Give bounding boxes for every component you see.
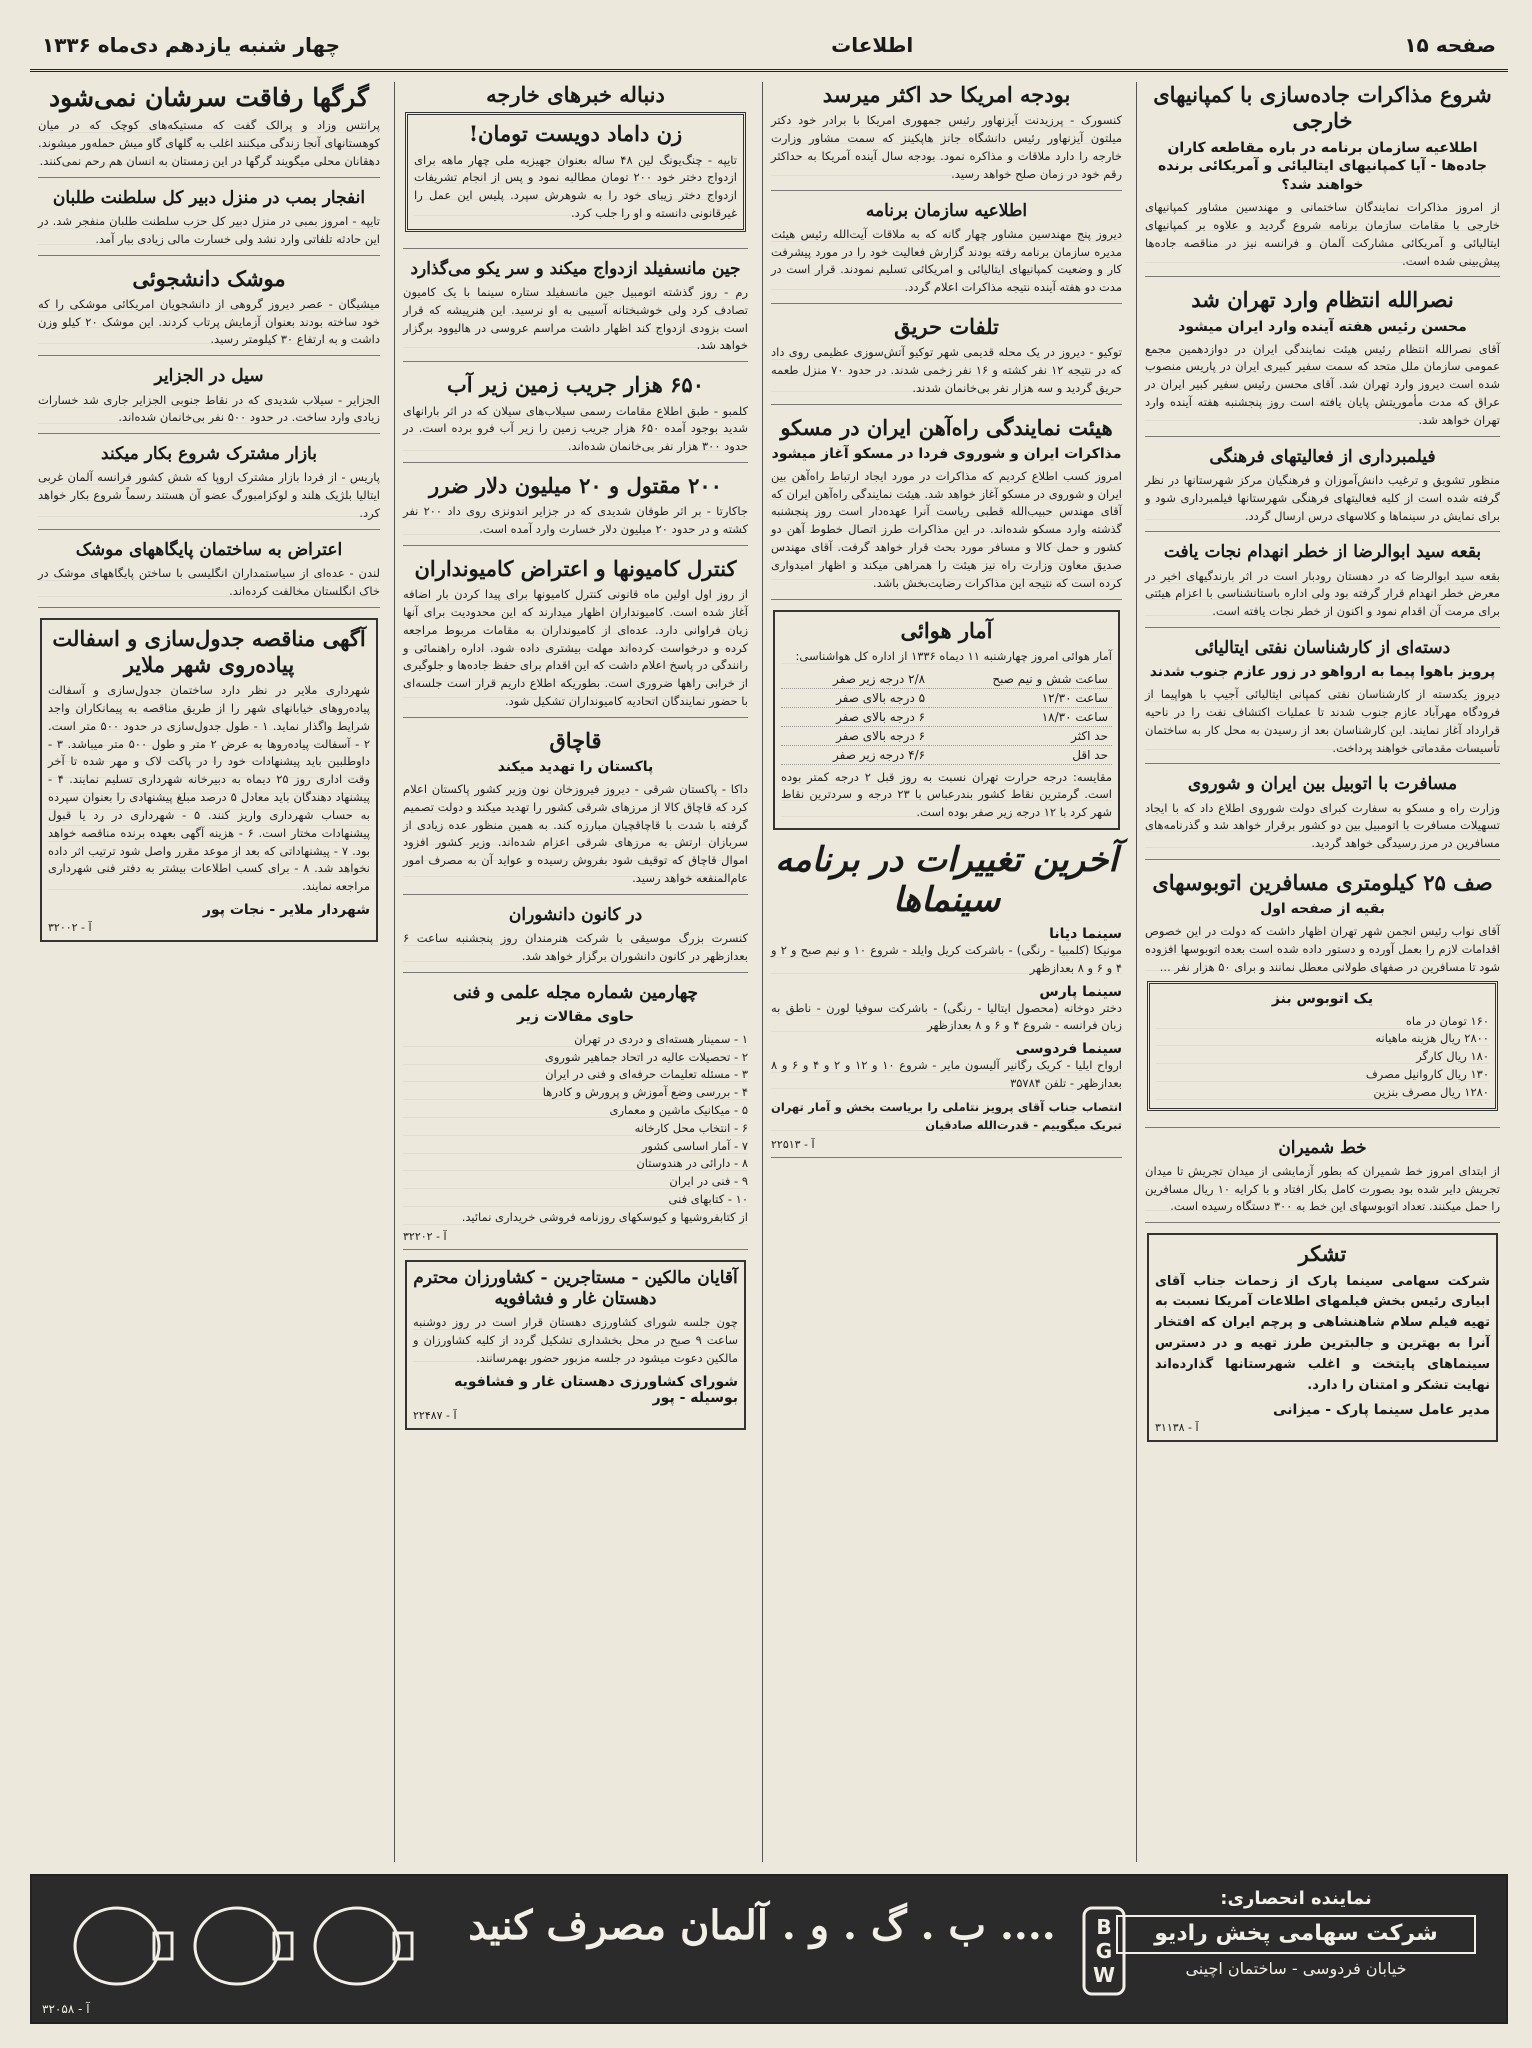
list-item: ۸ - دارائی در هندوستان: [403, 1155, 748, 1173]
article-bomb: [38, 188, 380, 256]
article-body: الجزایر - سیلاب شدیدی که در نقاط جنوبی الجزایر جاری شد خسارات زیادی وارد ساخت. در حدود ۵۰۰ نفر بی‌خانمان شده‌اند.: [38, 392, 380, 428]
headline: آخرین تغییرات در برنامه سینماها: [775, 840, 1118, 921]
table-cell: ۵ درجه بالای صفر: [781, 688, 929, 707]
article-body: جاکارتا - بر اثر طوفان شدیدی که در جزایر اندونزی روی داد ۲۰۰ نفر کشته و در حدود ۲۰ میلیون دلار خسارت وارد آمده است.: [403, 503, 748, 539]
cinema-program: دختر دوخانه (محصول ایتالیا - رنگی) - باشرکت سوفیا لورن - ناطق به زبان فرانسه - شروع ۴ و ۶ و ۸ بعدازظهر: [771, 1000, 1122, 1036]
headline: اطلاعیه سازمان برنامه: [865, 200, 1028, 221]
ad-code: آ - ۳۲۰۰۲: [48, 920, 92, 934]
ad-code: آ - ۲۲۵۱۳: [771, 1137, 815, 1151]
list-item: ۱ - سمینار هسته‌ای و دردی در تهران: [403, 1031, 748, 1049]
headline: آمار هوائی: [900, 617, 993, 643]
foreign-news-cont: [403, 82, 748, 249]
box-headline: زن داماد دویست تومان!: [468, 121, 683, 147]
article-scholars-club: [403, 905, 748, 973]
table-cell: ساعت ۱۲/۳۰: [929, 688, 1112, 707]
article-trucks: [403, 556, 748, 718]
article-oil-experts: [1145, 638, 1500, 764]
article-body: از ابتدای امروز خط شمیران که بطور آزمایشی از میدان تجریش تا میدان تجریش دایر شده بود بصورت کامل بکار افتاد و با کرایه ۱۰ ریال مسافرین را حمل میکنند. تعداد اتوبوسهای این خط به ۳۰۰ دستگاه رسیده است.: [1145, 1163, 1500, 1216]
bus-cost-box: [1147, 981, 1498, 1111]
table-row: [781, 670, 1112, 689]
headline: بازار مشترک شروع بکار میکند: [101, 444, 317, 465]
ad-code: آ - ۲۲۴۸۷: [413, 1408, 457, 1422]
column-2: [762, 82, 1130, 1862]
cinema-program: مونیکا (کلمبیا - رنگی) - باشرکت کریل وایلد - شروع ۱۰ و نیم صبح و ۲ و ۴ و ۶ و ۸ بعدازظهر: [771, 942, 1122, 978]
subheadline: حاوی مقالات زیر: [516, 1008, 635, 1025]
article-body: دیروز پنج مهندسین مشاور چهار گانه که به ملاقات آیت‌الله رئیس هیئت مدیره سازمان برنامه رفته بودند گزارش فعالیت خود را در مورد پیشرفت کار و وضعیت کمپانیهای ایتالیائی و امریکائی تسلیم نمودند. قرار است در مدت دو هفته آینده نتیجه مذاکرات اعلام گردد.: [771, 226, 1122, 297]
ad-brand-slogan: .... ب . گ . و . آلمان مصرف کنید: [468, 1902, 1056, 1949]
agent-address: خیابان فردوسی - ساختمان اچینی: [1185, 1958, 1407, 1978]
article-smuggling: [403, 728, 748, 895]
headline: گرگها رفاقت سرشان نمی‌شود: [49, 83, 369, 112]
article-body: دیروز یکدسته از کارشناسان نفتی کمپانی ایتالیائی آجیپ با هواپیما از فرودگاه مهرآباد عازم جنوب شدند تا عملیات اکتشاف نفت را در ناحیه قرارداد آغاز نمایند. این کارشناسان بعد از رسیدن به محل کار به ساختمان تأسیسات مقدماتی خواهند پرداخت.: [1145, 686, 1500, 757]
magazine-foot: از کتابفروشیها و کیوسکهای روزنامه فروشی خریداری نمائید.: [403, 1209, 748, 1227]
article-body: امروز کسب اطلاع کردیم که مذاکرات در مورد ایجاد ارتباط راه‌آهن بین ایران و شوروی در مسکو آغاز خواهد شد. هیئت نمایندگی راه‌آهن ایران که آقای مهندس حبیب‌الله قطبی ریاست آنرا عهده‌دار است روز پنجشنبه گذشته وارد مسکو شده‌اند. در این مذاکرات طرز اتصال خطوط آهن دو کشور و حمل کالا و مسافر مورد بحث قرار خواهد گرفت. آقای مهندس صدیق معاون وزارت راه نیز هیئت را همراهی میکند و اظهار امیدواری کرده است که نتیجه این مذاکرات رضایت‌بخش باشد.: [771, 468, 1122, 593]
table-cell: حد اقل: [929, 745, 1112, 764]
notice-body: چون جلسه شورای کشاورزی دهستان قرار است در روز دوشنبه ساعت ۹ صبح در محل بخشداری تشکیل گردد از کلیه کشاورزان و مالکین دعوت میشود در جلسه مزبور حضور بهمرسانند.: [413, 1314, 738, 1367]
article-body: تایپه - چنگ‌یونگ لین ۴۸ ساله بعنوان جهیزیه ملی چهار ماهه برای ازدواج دختر خود ۲۰۰ تومان مطالبه نمود و پس از انجام تشریفات ازدواج دختر زیبای خود را به شوهرش سپرد. پلیس این عمل را غیرقانونی دانسته و او را جلب کرد.: [414, 152, 737, 223]
headline: اعتراض به ساختمان پایگاههای موشک: [75, 539, 343, 560]
article-body: از امروز مذاکرات نمایندگان ساختمانی و مهندسین مشاور کمپانیهای خارجی با مقامات سازمان برنامه شروع گردید و علاوه بر کمپانیهای ایتالیائی و آمریکائی مشارکت آلمان و فرانسه نیز در مناقصه جاده‌ها پیش‌بینی شده است.: [1145, 199, 1500, 270]
article-body: پرانتس وزاد و پرالک گفت که مستیکه‌های کوچک که در میان کوهستانهای آنجا زندگی میکنند اغلب به گلهای گاو میش حمله‌ور میشوند. دهقانان محلی میگویند گرگها در این زمستان به انسان هم رحم نمی‌کنند.: [38, 117, 380, 170]
ad-agent-info: [1106, 1886, 1486, 1980]
article-us-budget: [771, 82, 1122, 191]
column-3: [394, 82, 756, 1862]
list-item: ۶ - انتخاب محل کارخانه: [403, 1120, 748, 1138]
notice-signature: شهردار ملایر - نجات پور: [202, 901, 370, 918]
bus-box-line: ۲۸۰۰ ریال هزینه ماهیانه: [1156, 1030, 1489, 1048]
cinema-name: سینما فردوسی: [1015, 1041, 1122, 1058]
article-algeria-flood: [38, 366, 380, 434]
headline: آگهی مناقصه جدول‌سازی و اسفالت پیاده‌روی شهر ملایر: [52, 625, 366, 677]
table-cell: ۶ درجه بالای صفر: [781, 707, 929, 726]
subheadline: پاکستان را تهدید میکند: [497, 759, 654, 775]
headline: جین مانسفیلد ازدواج میکند و سر یکو می‌گذارد: [410, 258, 741, 279]
column-4: [30, 82, 388, 1862]
ad-code: آ - ۳۲۲۰۲: [403, 1229, 447, 1243]
magazine-notice: [403, 983, 748, 1250]
article-body: داکا - پاکستان شرقی - دیروز فیروزخان نون وزیر کشور پاکستان اعلام کرد که قاچاق کالا از مرزهای شرقی کشور را تهدید میکند و دولت تصمیم گرفته با شدت با قاچاقچیان مبارزه کند. به همین منظور عده زیادی از سربازان ارتش به مرزهای شرقی اعزام شده‌اند. وزیر کشور افزود اموال قاچاق که توقیف شود بفروش رسیده و عواید آن به مصرف امور عام‌المنفعه خواهد رسید.: [403, 781, 748, 888]
article-missile-bases: [38, 540, 380, 608]
list-item: ۱۰ - کتابهای فنی: [403, 1191, 748, 1209]
paper-name: اطلاعات: [831, 32, 914, 57]
headline: هیئت نمایندگی راه‌آهن ایران در مسکو: [780, 414, 1113, 440]
ad-code: آ - ۳۱۱۳۸: [1155, 1421, 1199, 1435]
headline: خط شمیران: [1278, 1137, 1367, 1158]
article-bus-queue: [1145, 870, 1500, 1128]
article-body: منظور تشویق و ترغیب دانش‌آموزان و فرهنگیان مرکز شهرستانها در نظر گرفته شده است از کلیه فعالیتهای فرهنگی شهرستانها فیلمبرداری شود و برای نمایش در سینماها و کلاسهای درس ارسال گردد.: [1145, 472, 1500, 525]
headline: بقعه سید ابوالرضا از خطر انهدام نجات یافت: [1163, 542, 1482, 563]
table-cell: ۴/۶ درجه زیر صفر: [781, 745, 929, 764]
article-body: لندن - عده‌ای از سیاستمداران انگلیسی با ساختن پایگاههای موشک در خاک انگلستان مخالفت کرده‌اند.: [38, 565, 380, 601]
notice-signature: شورای کشاورزی دهستان غار و فشافویه بوسیله - پور: [454, 1373, 738, 1406]
article-common-market: [38, 444, 380, 530]
bus-box-line: ۱۸۰ ریال کارگر: [1156, 1048, 1489, 1066]
headline: چهارمین شماره مجله علمی و فنی: [452, 982, 699, 1003]
bride-price-box: [405, 112, 746, 232]
svg-text:B: B: [1096, 1915, 1112, 1939]
list-item: ۳ - مسئله تعلیمات حرفه‌ای و فنی در ایران: [403, 1066, 748, 1084]
headline: سیل در الجزایر: [154, 366, 264, 387]
table-row: [781, 726, 1112, 745]
svg-text:W: W: [1092, 1963, 1116, 1987]
article-body: کنسرت بزرگ موسیقی با شرکت هنرمندان روز پنجشنبه ساعت ۶ بعدازظهر در کانون دانشوران برگزار خواهد شد.: [403, 930, 748, 966]
headline: دنباله خبرهای خارجه: [486, 82, 665, 107]
light-bulb-icon: [62, 1901, 442, 2001]
table-row: [781, 688, 1112, 707]
article-body: آقای نصرالله انتظام رئیس هیئت نمایندگی ایران در دوازدهمین مجمع عمومی سازمان ملل متحد که سمت سفیر کبیری ایران در پاریس منصوب شده است دیروز وارد تهران شد. آقای محسن رئیس سفیر کبیر ایران در عراق که مدت مأموریتش پایان یافته است روز پنجشنبه هفته آینده وارد تهران خواهد شد.: [1145, 341, 1500, 430]
article-body: پاریس - از فردا بازار مشترک اروپا که شش کشور فرانسه آلمان غربی ایتالیا بلژیک هلند و لوکزامبورگ عضو آن هستند رسماً شروع بکار خواهد کرد.: [38, 469, 380, 522]
article-body: کنسورک - پرزیدنت آیزنهاور رئیس جمهوری امریکا با برادر خود دکتر میلتون آیزنهاور رئیس دانشگاه جانز هاپکینز که سمت مشاور وزارت خارجه را دارد ملاقات و مذاکره نمود. بودجه سال آینده آمریکا به حداکثر رقم خود در زمان صلح خواهد رسید.: [771, 112, 1122, 183]
headline: تلفات حریق: [894, 314, 999, 339]
article-student-rocket: [38, 266, 380, 357]
headline: تشکر: [1298, 1241, 1347, 1267]
list-item: ۷ - آمار اساسی کشور: [403, 1138, 748, 1156]
table-cell: ساعت شش و نیم صبح: [929, 670, 1112, 689]
ad-code: آ - ۳۲۰۵۸: [42, 2002, 90, 2016]
headline: در کانون دانشوران: [508, 904, 643, 925]
subheadline: بقیه از صفحه اول: [1260, 901, 1385, 918]
list-item: ۵ - میکانیک ماشین و معماری: [403, 1102, 748, 1120]
issue-date: چهار شنبه یازدهم دی‌ماه ۱۳۳۶: [42, 32, 341, 57]
headline: موشک دانشجوئی: [132, 265, 286, 291]
article-storm-loss: [403, 473, 748, 546]
bulb-advertisement: [30, 1874, 1508, 2024]
article-body: بقعه سید ابوالرضا که در دهستان رودبار است در اثر بارندگیهای اخیر در معرض خطر انهدام قرار گرفته بود ولی اداره باستانشناسی با اعزام هیئتی برای مرمت آن اقدام نمود و اکنون از خطر نجات یافته است.: [1145, 568, 1500, 621]
bus-box-line: ۱۲۸۰ ریال مصرف بنزین: [1156, 1084, 1489, 1102]
headline: فیلمبرداری از فعالیتهای فرهنگی: [1209, 446, 1436, 467]
article-entezam: [1145, 287, 1500, 436]
malayer-tender-notice: [40, 618, 378, 942]
table-row: [781, 745, 1112, 764]
article-body: وزارت راه و مسکو به سفارت کبرای دولت شوروی اطلاع داد که با ایجاد تسهیلات مسافرت با اتومبیل بین دو کشور برقرار خواهد شد و گذرنامه‌های مسافرین در مرز رسیدگی خواهد گردید.: [1145, 800, 1500, 853]
headline: آقایان مالکین - مستاجرین - کشاورزان محترم دهستان غار و فشافویه: [413, 1267, 738, 1309]
agent-label: نماینده انحصاری:: [1220, 1888, 1372, 1909]
bus-box-line: ۱۶۰ تومان در ماه: [1156, 1013, 1489, 1031]
headline: صف ۲۵ کیلومتری مسافرین اتوبوسهای: [1152, 870, 1493, 896]
subheadline: محسن رئیس هفته آینده وارد ایران میشود: [1178, 318, 1467, 335]
headline: کنترل کامیونها و اعتراض کامیونداران: [414, 555, 737, 581]
subheadline: مذاکرات ایران و شوروی فردا در مسکو آغاز میشود: [771, 445, 1122, 462]
subheadline: اطلاعیه سازمان برنامه در باره مقاطعه کاران جاده‌ها - آیا کمپانیهای ایتالیائی و آمریکائی برنده خواهند شد؟: [1157, 139, 1487, 194]
list-item: ۹ - فنی در ایران: [403, 1173, 748, 1191]
headline: ۲۰۰ مقتول و ۲۰ میلیون دلار ضرر: [429, 472, 722, 498]
article-shemiran-line: [1145, 1138, 1500, 1224]
article-body: آقای نواب رئیس انجمن شهر تهران اظهار داشت که دولت در این خصوص اقدامات لازم را بعمل آورده و دستور داده شده است بعده اتوبوسها افزوده شود تا مسافرین در صفهای طولانی معطل نمانند و برای ۵۰ هزار نفر ...: [1145, 923, 1500, 976]
column-1: [1136, 82, 1508, 1862]
cinema-name: سینما دیانا: [1049, 926, 1122, 943]
headline: قاچاق: [549, 727, 602, 753]
headline: نصرالله انتظام وارد تهران شد: [1191, 287, 1454, 313]
article-railway-moscow: [771, 415, 1122, 600]
headline: انفجار بمب در منزل دبیر کل سلطنت طلبان: [52, 187, 366, 208]
article-body: از روز اول اولین ماه قانونی کنترل کامیونها برای پیدا کردن بار اضافه آغاز شده است. کامیونداران اظهار میدارند که این محدودیت برای آنها زیان فراوانی دارد. عده‌ای از کامیونداران به مقامات مربوط مراجعه کرده و درخواست کرده‌اند مهلت بیشتری داده شود. اداره راهنمائی و رانندگی در پاسخ اعلام داشت که این اقدام برای حفظ جاده‌ها و جلوگیری از خرابی راهها ضروری است. بطوریکه اطلاع داریم قرار است جلسه‌ای با حضور نمایندگان اتحادیه کامیونداران تشکیل شود.: [403, 586, 748, 711]
table-cell: ۲/۸ درجه زیر صفر: [781, 670, 929, 689]
list-item: ۴ - بررسی وضع آموزش و پرورش و کادرها: [403, 1084, 748, 1102]
headline: ۶۵۰ هزار جریب زمین زیر آب: [447, 372, 704, 398]
headline: بودجه امریکا حد اکثر میرسد: [822, 82, 1071, 107]
stats-intro: آمار هوائی امروز چهارشنبه ۱۱ دیماه ۱۳۳۶ از اداره کل هواشناسی:: [781, 648, 1112, 666]
thanks-notice: [1147, 1233, 1498, 1442]
cinema-name: سینما پارس: [1039, 983, 1122, 1000]
article-plan-org: [771, 201, 1122, 305]
article-body: توکیو - دیروز در یک محله قدیمی شهر توکیو آتش‌سوزی عظیمی روی داد که در نتیجه ۱۲ نفر کشته و ۱۶ نفر زخمی شدند. در حدود ۷۰ منزل طعمه حریق گردید و سه هزار نفر بی‌خانمان شدند.: [771, 344, 1122, 397]
table-cell: ساعت ۱۸/۳۰: [929, 707, 1112, 726]
article-wolves: [38, 82, 380, 178]
svg-text:G: G: [1095, 1939, 1113, 1963]
article-body: تایپه - امروز بمبی در منزل دبیر کل حزب سلطنت طلبان منفجر شد. در این حادثه تلفاتی وارد نشد ولی خسارت مالی زیادی ببار آمد.: [38, 213, 380, 249]
newspaper-page: [30, 20, 1508, 2028]
stats-table: [781, 670, 1112, 765]
congrats-note: انتصاب جناب آقای پرویز نتاملی را بریاست بخش و آمار تهران تبریک میگوییم - قدرت‌الله صادقیان: [771, 1099, 1122, 1135]
headline: شروع مذاکرات جاده‌سازی با کمپانیهای خارجی: [1153, 82, 1492, 134]
notice-body: شرکت سهامی سینما پارک از زحمات جناب آقای ابیاری رئیس بخش فیلمهای اطلاعات آمریکا نسبت به تهیه فیلم سلام شاهنشاهی و پرچم ایران که افتخار آنرا به بهترین و جالبترین طرز تهیه و در دسترس سینماهای پایتخت و اغلب شهرستانها گذارده‌اند نهایت تشکر و امتنان را دارد.: [1155, 1273, 1490, 1393]
article-car-travel: [1145, 774, 1500, 860]
article-body: رم - روز گذشته اتومبیل جین مانسفیلد ستاره سینما با یک کامیون تصادف کرد ولی خوشبختانه آسیبی به او نرسید. این هنرپیشه که قرار است بزودی ازدواج کند اظهار داشت مراسم عروسی در هالیوود برگزار خواهد شد.: [403, 284, 748, 355]
table-cell: ۶ درجه بالای صفر: [781, 726, 929, 745]
article-road-talks: [1145, 82, 1500, 277]
list-item: ۲ - تحصیلات عالیه در اتحاد جماهیر شوروی: [403, 1049, 748, 1067]
article-culture-film: [1145, 447, 1500, 533]
cinema-changes: [771, 840, 1122, 1158]
article-flood: [403, 372, 748, 463]
bus-box-line: ۱۳۰ ریال کاروانیل مصرف: [1156, 1066, 1489, 1084]
article-shrine: [1145, 542, 1500, 628]
bus-box-title: یک اتوبوس بنز: [1271, 990, 1374, 1007]
headline: مسافرت با اتوبیل بین ایران و شوروی: [1187, 774, 1458, 795]
subheadline: پرویز باهوا پیما به ارواهو در زور عازم جنوب شدند: [1149, 664, 1496, 681]
table-row: [781, 707, 1112, 726]
article-fire: [771, 314, 1122, 405]
headline: دسته‌ای از کارشناسان نفتی ایتالیائی: [1194, 638, 1451, 658]
page-number: صفحه ۱۵: [1404, 32, 1496, 57]
masthead: [30, 20, 1508, 72]
article-body: میشیگان - عصر دیروز گروهی از دانشجویان امریکائی موشکی را که خود ساخته بودند بعنوان آزمایش پرتاب کردند. این موشک ۲۰ کیلو وزن داشت و به ارتفاع ۳۰ کیلومتر رسید.: [38, 296, 380, 349]
notice-signature: مدیر عامل سینما پارک - میزانی: [1273, 1402, 1490, 1419]
notice-body: شهرداری ملایر در نظر دارد ساختمان جدول‌سازی و آسفالت پیاده‌روهای خیابانهای شهر را از طریق مناقصه به پیمانکاران واجد شرایط واگذار نماید. ۱ - طول جدول‌سازی در حدود ۵۰۰ متر است. ۲ - آسفالت پیاده‌روها به عرض ۲ متر و طول ۵۰۰ متر میباشد. ۳ - داوطلبین باید پیشنهادات خود را در پاکت لاک و مهر شده تا آخر وقت اداری روز ۲۵ دیماه به دبیرخانه شهرداری تسلیم نمایند. ۴ - پیشنهاد دهندگان باید معادل ۵ درصد مبلغ پیشنهادی را بعنوان سپرده به حساب شهرداری واریز کنند. ۵ - شهرداری در رد یا قبول پیشنهادات مختار است. ۶ - هزینه آگهی بعهده برنده مناقصه خواهد بود. ۷ - پیشنهاداتی که بعد از موعد مقرر واصل شود ترتیب اثر داده نخواهد شد. ۸ - برای کسب اطلاعات بیشتر به دفتر فنی شهرداری مراجعه نمایند.: [48, 682, 370, 896]
article-body: کلمبو - طبق اطلاع مقامات رسمی سیلاب‌های سیلان که در اثر بارانهای شدید بوجود آمده ۶۵۰ هزار جریب زمین را زیر آب فرو برده است. در حدود ۳۰۰ هزار نفر بی‌خانمان شده‌اند.: [403, 403, 748, 456]
farmers-notice: [405, 1260, 746, 1430]
stats-note: مقایسه: درجه حرارت تهران نسبت به روز قبل ۲ درجه کمتر بوده است. گرمترین نقاط کشور بندرعباس با ۲۳ درجه و سردترین نقاط شهر کرد با ۱۲ درجه زیر صفر بوده است.: [781, 769, 1112, 822]
cinema-program: ارواح ایلیا - کریک رگانیر آلیسون مایر - شروع ۱۰ و ۱۲ و ۲ و ۴ و ۶ و ۸ بعدازظهر - تلفن ۳۵۷۸۴: [771, 1057, 1122, 1093]
agent-company: شرکت سهامی پخش رادیو: [1116, 1915, 1476, 1954]
table-cell: حد اکثر: [929, 726, 1112, 745]
weather-stats: [773, 610, 1120, 831]
article-mansfield: [403, 259, 748, 363]
